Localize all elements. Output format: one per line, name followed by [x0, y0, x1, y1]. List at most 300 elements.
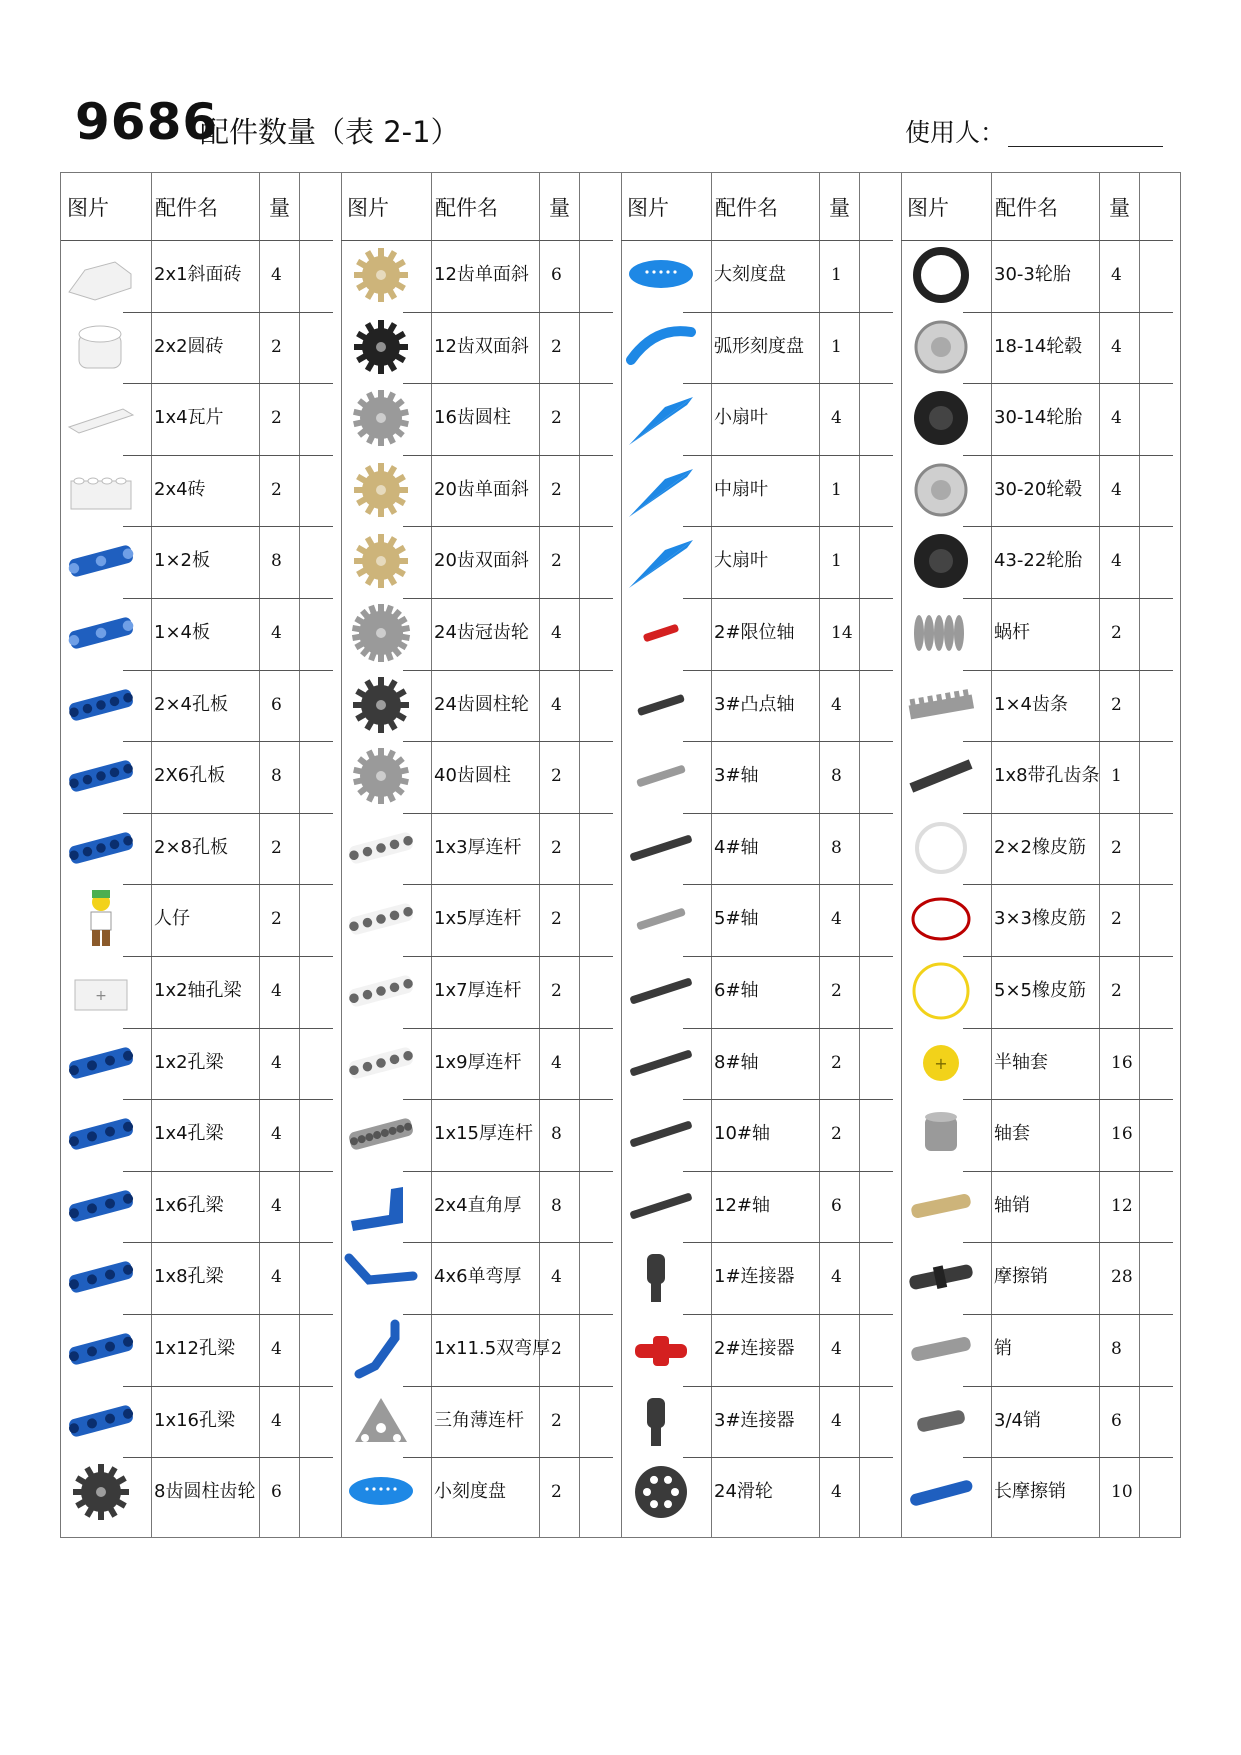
part-name: 1x8孔梁	[154, 1266, 224, 1288]
gray-pulley-icon	[625, 1461, 697, 1523]
part-quantity: 4	[271, 1339, 282, 1359]
tan-axle-pin-icon	[905, 1175, 977, 1237]
group-divider	[621, 173, 622, 1537]
row-divider	[403, 455, 613, 456]
gray-hub-icon	[905, 316, 977, 378]
part-name: 2x1斜面砖	[154, 264, 242, 285]
column-header-picture: 图片	[347, 196, 389, 220]
row-divider	[123, 312, 333, 313]
row-divider	[683, 741, 893, 742]
part-name: 1×4齿条	[994, 693, 1068, 715]
row-divider	[683, 884, 893, 885]
part-quantity: 4	[1111, 551, 1122, 572]
row-divider	[683, 1386, 893, 1387]
part-name: 24齿冠齿轮	[434, 622, 529, 643]
minifigure-icon	[65, 888, 137, 950]
part-name: 大扇叶	[714, 550, 768, 572]
part-name: 2×8孔板	[154, 836, 228, 858]
user-name-field[interactable]	[1008, 146, 1163, 147]
part-name: 20齿双面斜	[434, 550, 529, 572]
part-name: 3×3橡皮筋	[994, 908, 1086, 930]
header-divider	[621, 240, 893, 241]
white-round-brick-icon	[65, 316, 137, 378]
column-header-quantity: 量	[1109, 196, 1130, 220]
row-divider	[683, 598, 893, 599]
part-quantity: 1	[1111, 766, 1122, 787]
row-divider	[123, 455, 333, 456]
row-divider	[683, 455, 893, 456]
row-divider	[683, 526, 893, 527]
part-name: 24滑轮	[714, 1481, 773, 1503]
row-divider	[123, 741, 333, 742]
row-divider	[403, 1242, 613, 1243]
part-name: 1x4瓦片	[154, 407, 224, 429]
row-divider	[123, 526, 333, 527]
part-name: 18-14轮毂	[994, 335, 1083, 357]
row-divider	[403, 884, 613, 885]
part-name: 8#轴	[714, 1051, 759, 1073]
part-quantity: 2	[551, 981, 562, 1001]
row-divider	[123, 1028, 333, 1029]
part-quantity: 6	[1111, 1410, 1122, 1431]
part-quantity: 2	[551, 1482, 562, 1503]
gray-bush-icon	[905, 1103, 977, 1165]
tan-bevel-gear-icon	[345, 530, 417, 592]
part-quantity: 2	[1111, 623, 1122, 643]
white-tile-icon	[65, 387, 137, 449]
white-axle-beam-icon	[65, 960, 137, 1022]
part-name: 1x7厚连杆	[434, 980, 522, 1001]
blue-beam-icon	[65, 1390, 137, 1452]
part-name: 三角薄连杆	[434, 1409, 524, 1431]
dark-axle-icon	[625, 1032, 697, 1094]
gray-gear-icon	[345, 387, 417, 449]
blue-hole-plate-icon	[65, 674, 137, 736]
part-name: 30-3轮胎	[994, 264, 1071, 285]
part-name: 3#轴	[714, 765, 759, 787]
part-quantity: 12	[1111, 1195, 1133, 1216]
column-divider	[991, 173, 992, 1537]
part-name: 3/4销	[994, 1409, 1041, 1431]
gray-rack-icon	[905, 674, 977, 736]
part-name: 12齿双面斜	[434, 335, 529, 357]
row-divider	[963, 1028, 1173, 1029]
part-quantity: 4	[551, 1052, 562, 1073]
part-name: 5#轴	[714, 908, 759, 930]
row-divider	[403, 1028, 613, 1029]
part-quantity: 2	[551, 408, 562, 429]
row-divider	[403, 670, 613, 671]
row-divider	[123, 1242, 333, 1243]
part-quantity: 16	[1111, 1124, 1133, 1145]
part-quantity: 2	[551, 551, 562, 572]
gray-worm-gear-icon	[905, 602, 977, 664]
part-quantity: 14	[831, 623, 853, 643]
part-quantity: 4	[1111, 265, 1122, 285]
part-name: 1x16孔梁	[154, 1409, 236, 1431]
part-quantity: 4	[271, 981, 282, 1001]
parts-column-group	[61, 173, 341, 1537]
user-label: 使用人：	[905, 118, 1006, 147]
black-tire-icon	[905, 530, 977, 592]
row-divider	[963, 741, 1173, 742]
part-quantity: 4	[831, 1339, 842, 1359]
gray-hub-icon	[905, 459, 977, 521]
part-quantity: 2	[271, 909, 282, 930]
parts-table	[60, 172, 1181, 1538]
part-quantity: 2	[1111, 694, 1122, 715]
dark-gear-icon	[345, 674, 417, 736]
red-rubber-band-icon	[905, 888, 977, 950]
blue-arc-dial-icon	[625, 316, 697, 378]
part-quantity: 2	[831, 981, 842, 1001]
part-quantity: 2	[551, 336, 562, 357]
row-divider	[403, 312, 613, 313]
part-name: 小扇叶	[714, 407, 768, 429]
white-liftarm-icon	[345, 888, 417, 950]
part-name: 40齿圆柱	[434, 765, 511, 787]
white-liftarm-icon	[345, 817, 417, 879]
part-quantity: 2	[271, 336, 282, 357]
part-quantity: 16	[1111, 1052, 1133, 1073]
row-divider	[683, 1099, 893, 1100]
part-quantity: 2	[551, 837, 562, 858]
row-divider	[963, 1099, 1173, 1100]
row-divider	[683, 1242, 893, 1243]
part-quantity: 6	[831, 1195, 842, 1216]
group-divider	[341, 173, 342, 1537]
gray-axle-icon	[625, 888, 697, 950]
part-name: 5×5橡皮筋	[994, 980, 1086, 1001]
part-quantity: 4	[271, 1267, 282, 1288]
row-divider	[403, 383, 613, 384]
row-divider	[403, 1099, 613, 1100]
part-quantity: 4	[1111, 336, 1122, 357]
blue-beam-icon	[65, 1318, 137, 1380]
dark-axle-icon	[625, 960, 697, 1022]
row-divider	[123, 884, 333, 885]
row-divider	[963, 526, 1173, 527]
row-divider	[123, 1099, 333, 1100]
part-quantity: 28	[1111, 1267, 1133, 1288]
part-name: 2x2圆砖	[154, 335, 224, 357]
blue-beam-icon	[65, 1032, 137, 1094]
part-name: 长摩擦销	[994, 1481, 1066, 1503]
row-divider	[403, 741, 613, 742]
part-name: 人仔	[154, 908, 190, 930]
row-divider	[403, 1314, 613, 1315]
part-quantity: 4	[551, 1267, 562, 1288]
part-name: 1x2轴孔梁	[154, 980, 242, 1001]
row-divider	[963, 884, 1173, 885]
part-quantity: 4	[1111, 479, 1122, 500]
column-header-picture: 图片	[67, 196, 109, 220]
part-name: 20齿单面斜	[434, 478, 529, 500]
row-divider	[683, 1028, 893, 1029]
part-name: 2X6孔板	[154, 765, 226, 787]
dark-stud-axle-icon	[625, 674, 697, 736]
part-quantity: 4	[551, 694, 562, 715]
dark-gear-icon	[65, 1461, 137, 1523]
column-divider	[819, 173, 820, 1537]
column-header-part-name: 配件名	[995, 196, 1058, 220]
white-liftarm-icon	[345, 960, 417, 1022]
blue-hole-plate-icon	[65, 745, 137, 807]
part-name: 半轴套	[994, 1051, 1048, 1073]
part-name: 2×2橡皮筋	[994, 836, 1086, 858]
header-divider	[341, 240, 613, 241]
row-divider	[683, 383, 893, 384]
column-divider	[299, 173, 300, 1537]
part-name: 2x4直角厚	[434, 1194, 522, 1216]
dark-pin-icon	[905, 1390, 977, 1452]
part-name: 3#凸点轴	[714, 693, 795, 715]
row-divider	[403, 598, 613, 599]
part-name: 24齿圆柱轮	[434, 693, 529, 715]
row-divider	[403, 813, 613, 814]
part-quantity: 2	[271, 408, 282, 429]
part-name: 30-20轮毂	[994, 478, 1083, 500]
part-name: 摩擦销	[994, 1266, 1048, 1288]
part-quantity: 2	[551, 909, 562, 930]
part-name: 2×4孔板	[154, 693, 228, 715]
part-name: 轴销	[994, 1194, 1030, 1216]
part-name: 大刻度盘	[714, 264, 786, 285]
dark-connector-icon	[625, 1390, 697, 1452]
row-divider	[963, 670, 1173, 671]
white-brick-icon	[65, 459, 137, 521]
blue-plate-icon	[65, 602, 137, 664]
part-quantity: 4	[831, 909, 842, 930]
part-quantity: 2	[551, 1339, 562, 1359]
column-header-quantity: 量	[549, 196, 570, 220]
part-name: 3#连接器	[714, 1409, 795, 1431]
part-name: 销	[994, 1338, 1012, 1359]
blue-dial-icon	[625, 244, 697, 306]
part-name: 1x3厚连杆	[434, 836, 522, 858]
blue-fan-blade-icon	[625, 459, 697, 521]
blue-dial-icon	[345, 1461, 417, 1523]
part-quantity: 4	[831, 1410, 842, 1431]
row-divider	[123, 813, 333, 814]
part-name: 10#轴	[714, 1123, 770, 1145]
row-divider	[123, 1171, 333, 1172]
column-divider	[711, 173, 712, 1537]
header-divider	[901, 240, 1173, 241]
blue-beam-icon	[65, 1103, 137, 1165]
gray-triangle-liftarm-icon	[345, 1390, 417, 1452]
white-rubber-band-icon	[905, 817, 977, 879]
black-bevel-gear-icon	[345, 316, 417, 378]
row-divider	[123, 383, 333, 384]
gray-pin-icon	[905, 1318, 977, 1380]
part-quantity: 2	[831, 1124, 842, 1145]
row-divider	[123, 956, 333, 957]
part-quantity: 2	[831, 1052, 842, 1073]
row-divider	[683, 312, 893, 313]
row-divider	[963, 312, 1173, 313]
row-divider	[963, 598, 1173, 599]
red-connector-icon	[625, 1318, 697, 1380]
column-header-picture: 图片	[627, 196, 669, 220]
part-quantity: 8	[831, 837, 842, 858]
blue-hole-plate-icon	[65, 817, 137, 879]
row-divider	[683, 1314, 893, 1315]
part-quantity: 1	[831, 551, 842, 572]
column-header-picture: 图片	[907, 196, 949, 220]
part-quantity: 4	[831, 408, 842, 429]
yellow-rubber-band-icon	[905, 960, 977, 1022]
part-quantity: 4	[831, 1267, 842, 1288]
svg-text:+: +	[934, 1053, 948, 1073]
black-tire-ring-icon	[905, 244, 977, 306]
parts-column-group	[341, 173, 621, 1537]
part-name: 43-22轮胎	[994, 550, 1083, 572]
blue-fan-blade-icon	[625, 387, 697, 449]
part-quantity: 4	[831, 1482, 842, 1503]
part-name: 1x2孔梁	[154, 1051, 224, 1073]
blue-bent-liftarm-icon	[345, 1246, 417, 1308]
row-divider	[123, 1314, 333, 1315]
row-divider	[683, 956, 893, 957]
page-header	[0, 0, 1241, 170]
column-divider	[1139, 173, 1140, 1537]
part-quantity: 8	[551, 1195, 562, 1216]
part-quantity: 6	[271, 694, 282, 715]
part-quantity: 2	[1111, 909, 1122, 930]
part-quantity: 8	[551, 1124, 562, 1145]
parts-column-group	[621, 173, 901, 1537]
part-quantity: 1	[831, 265, 842, 285]
blue-long-pin-icon	[905, 1461, 977, 1523]
part-quantity: 2	[551, 1410, 562, 1431]
row-divider	[123, 598, 333, 599]
part-quantity: 1	[831, 336, 842, 357]
row-divider	[123, 670, 333, 671]
part-quantity: 4	[271, 1410, 282, 1431]
part-quantity: 4	[551, 623, 562, 643]
row-divider	[963, 1457, 1173, 1458]
header-divider	[61, 240, 333, 241]
column-header-part-name: 配件名	[155, 196, 218, 220]
dark-rack-icon	[905, 745, 977, 807]
part-quantity: 2	[271, 837, 282, 858]
part-quantity: 2	[551, 766, 562, 787]
row-divider	[963, 1386, 1173, 1387]
part-quantity: 4	[271, 623, 282, 643]
row-divider	[963, 813, 1173, 814]
part-name: 6#轴	[714, 980, 759, 1001]
white-liftarm-icon	[345, 1032, 417, 1094]
part-name: 1x15厚连杆	[434, 1123, 534, 1145]
part-name: 1x11.5双弯厚	[434, 1338, 551, 1359]
part-name: 1×2板	[154, 550, 210, 572]
row-divider	[403, 1457, 613, 1458]
row-divider	[403, 1171, 613, 1172]
row-divider	[963, 455, 1173, 456]
svg-text:+: +	[95, 988, 107, 1004]
part-name: 2#连接器	[714, 1338, 795, 1359]
model-number: 9686	[75, 93, 219, 151]
part-name: 中扇叶	[714, 478, 768, 500]
part-name: 4#轴	[714, 836, 759, 858]
column-divider	[1099, 173, 1100, 1537]
dark-axle-icon	[625, 817, 697, 879]
part-quantity: 1	[831, 479, 842, 500]
part-quantity: 8	[831, 766, 842, 787]
part-name: 1#连接器	[714, 1266, 795, 1288]
gray-axle-icon	[625, 745, 697, 807]
part-name: 1x9厚连杆	[434, 1051, 522, 1073]
row-divider	[683, 813, 893, 814]
part-quantity: 4	[271, 1124, 282, 1145]
column-header-quantity: 量	[829, 196, 850, 220]
column-header-part-name: 配件名	[435, 196, 498, 220]
part-quantity: 8	[271, 551, 282, 572]
row-divider	[123, 1386, 333, 1387]
gray-gear-icon	[345, 745, 417, 807]
part-name: 弧形刻度盘	[714, 335, 804, 357]
dark-axle-icon	[625, 1103, 697, 1165]
part-quantity: 8	[271, 766, 282, 787]
column-divider	[431, 173, 432, 1537]
tan-bevel-gear-icon	[345, 244, 417, 306]
group-divider	[901, 173, 902, 1537]
part-name: 12齿单面斜	[434, 264, 529, 285]
row-divider	[963, 1242, 1173, 1243]
dark-axle-icon	[625, 1175, 697, 1237]
row-divider	[683, 1457, 893, 1458]
part-name: 30-14轮胎	[994, 407, 1083, 429]
part-name: 2#限位轴	[714, 622, 795, 643]
blue-double-bent-liftarm-icon	[345, 1318, 417, 1380]
row-divider	[963, 383, 1173, 384]
part-name: 1x12孔梁	[154, 1338, 236, 1359]
part-quantity: 4	[271, 1052, 282, 1073]
parts-column-group	[901, 173, 1181, 1537]
blue-angle-liftarm-icon	[345, 1175, 417, 1237]
page-title: 配件数量（表 2-1）	[200, 115, 460, 149]
row-divider	[963, 1314, 1173, 1315]
column-divider	[151, 173, 152, 1537]
yellow-half-bush-icon	[905, 1032, 977, 1094]
white-slope-brick-icon	[65, 244, 137, 306]
row-divider	[963, 1171, 1173, 1172]
part-name: 蜗杆	[994, 622, 1030, 643]
tan-bevel-gear-icon	[345, 459, 417, 521]
part-quantity: 4	[831, 694, 842, 715]
part-quantity: 2	[551, 479, 562, 500]
black-tire-icon	[905, 387, 977, 449]
column-divider	[539, 173, 540, 1537]
blue-beam-icon	[65, 1246, 137, 1308]
column-header-part-name: 配件名	[715, 196, 778, 220]
column-divider	[579, 173, 580, 1537]
dark-connector-icon	[625, 1246, 697, 1308]
gray-liftarm-icon	[345, 1103, 417, 1165]
part-quantity: 4	[1111, 408, 1122, 429]
part-name: 1x5厚连杆	[434, 908, 522, 930]
blue-fan-blade-icon	[625, 530, 697, 592]
red-axle-icon	[625, 602, 697, 664]
part-quantity: 2	[271, 479, 282, 500]
part-name: 1x8带孔齿条	[994, 765, 1100, 787]
dark-friction-pin-icon	[905, 1246, 977, 1308]
blue-plate-icon	[65, 530, 137, 592]
row-divider	[683, 670, 893, 671]
part-name: 1×4板	[154, 622, 210, 643]
part-quantity: 10	[1111, 1482, 1133, 1503]
